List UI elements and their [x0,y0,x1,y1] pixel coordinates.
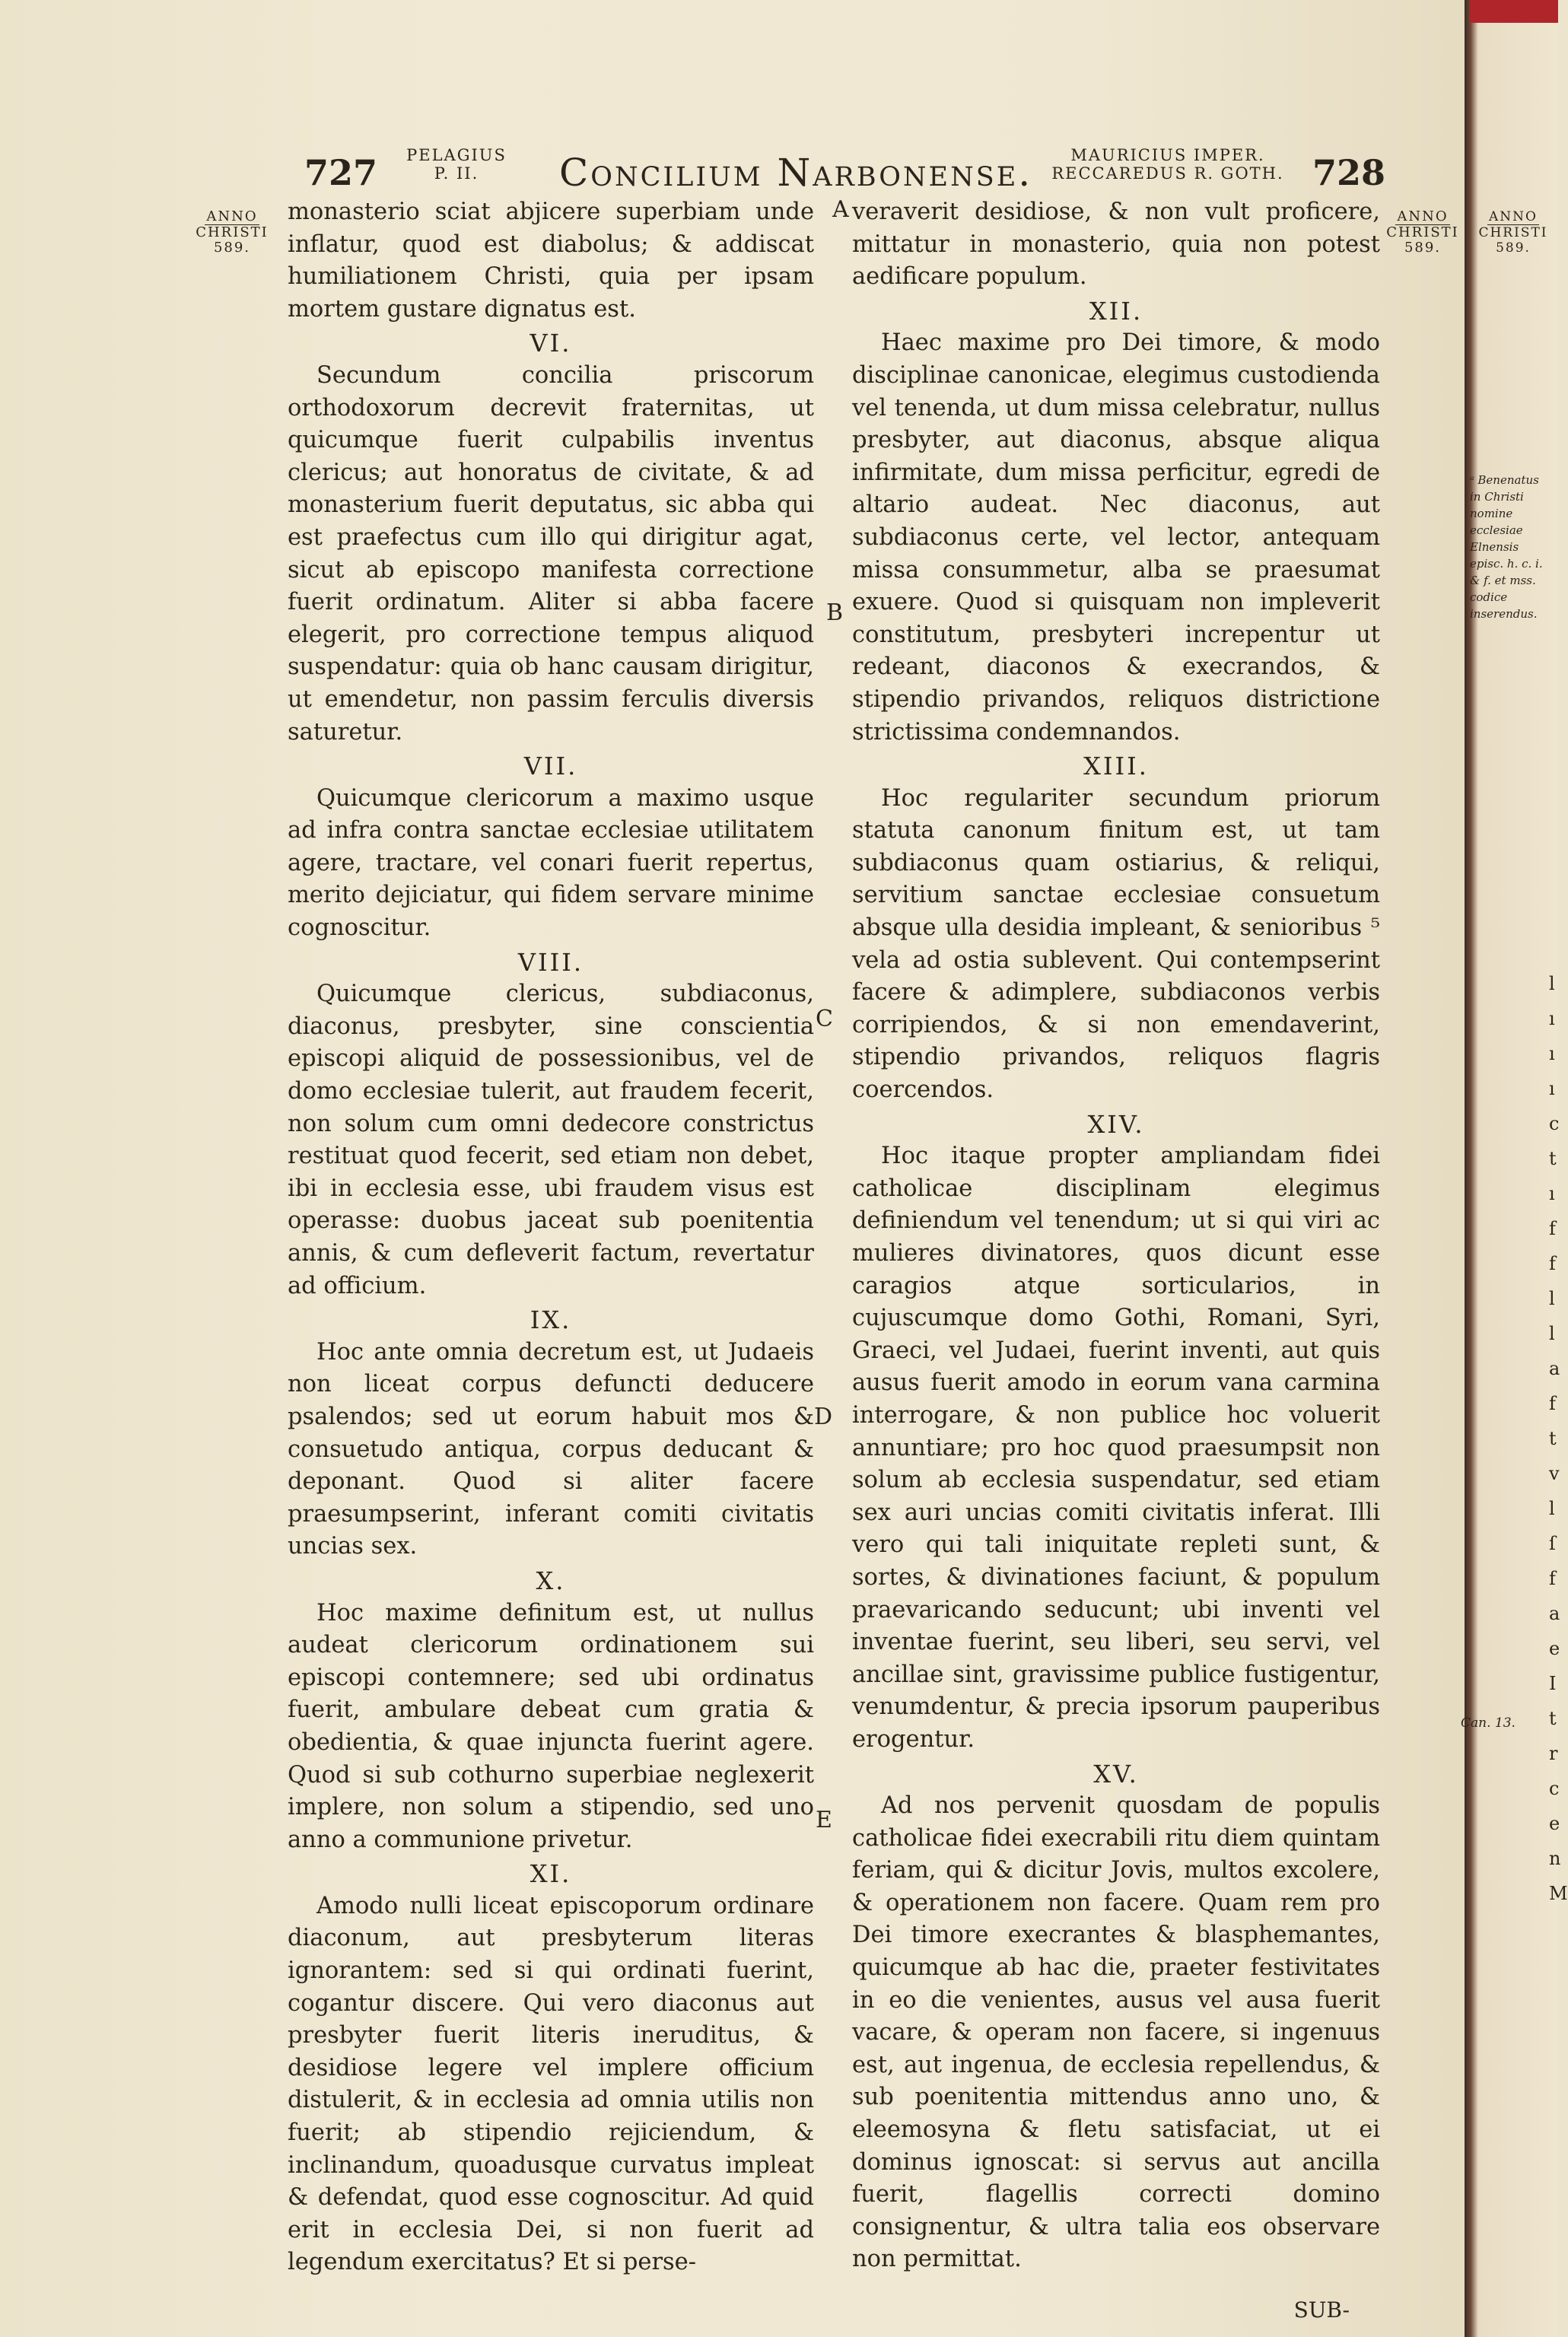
margin-letter-d: D [814,1404,833,1430]
catchword: SUB- [1293,2297,1350,2323]
paragraph-cont: veraverit desidiose, & non vult proficere, mittatur in monasterio, quia non potest aedificare populum. [852,199,1380,291]
margin-letter-b: B [826,599,844,626]
margin-letter-e: E [816,1807,832,1833]
canon-text: Quicumque clericorum a maximo usque ad infra contra sanctae ecclesiae utilitatem agere, tractare, vel conari fuerit repertus, merito dejiciatur, qui fidem servare minime cognoscitur. [288,784,814,942]
canon-number: XI. [530,1859,572,1889]
canon-number: IX. [530,1305,572,1335]
canon-text: Hoc itaque propter ampliandam fidei catholicae disciplinam elegimus definiendum vel tenendum; ut si qui viri ac mulieres divinatores, quos dicunt esse caragios atque sorticularios, in cujuscumque domo Gothi, Romani, Syri, Graeci, vel Judaei, fuerint inventi, aut quis ausus fuerit amodo in eorum vana carmina interrogare, & non publice hoc voluerit annuntiare; pro hoc quod praesumpsit non solum ab ecclesia suspendatur, sed etiam sex auri uncias comiti civitatis inferat. Illi vero qui tali iniquitate repleti sunt, & sortes, & divinationes faciunt, & populum praevaricando seducunt; ubi inventi vel inventae fuerint, seu liberi, seu servi, vel ancillae sint, gravissime publice fustigentur, venumdentur, & precia ipsorum pauperibus erogentur. [852,1143,1380,1753]
canon-number: VIII. [517,947,584,977]
header-rulers: MAURICIUS IMPER. RECCAREDUS R. GOTH. [1051,146,1284,183]
canon-number: XIII. [1083,752,1149,781]
canon-text: Hoc maxime definitum est, ut nullus audeat clericorum ordinationem sui episcopi contemnere; sed ubi ordinatus fuerit, ambulare debeat cum gratia & obedientia, & quae injuncta fuerint agere. Quod si sub cothurno superbiae neglexerit implere, non solum a stipendio, sed uno anno a communione privetur. [288,1599,814,1853]
canon-number: VII. [523,752,578,781]
running-header [304,145,1385,198]
canon-number: XII. [1089,296,1143,326]
canon-text: Amodo nulli liceat episcoporum ordinare diaconum, aut presbyterum literas ignorantem: sed si qui ordinati fuerint, cogantur discere. Qui vero diaconus aut presbyter fuerit literis ineruditus, & desidiose legere vel implere officium distulerit, & in ecclesia ad omnia utilis non fuerit; ab stipendio rejiciendum, & inclinandum, quoadusque curvatus impleat & defendat, quod esse cognoscitur. Ad quid erit in ecclesia Dei, si non fuerit ad legendum exercitatus? Et si perse- [288,1892,814,2276]
red-ribbon [1470,0,1558,23]
next-page-text-fragments: l ı ı ı c t ı f f l l a f t v l ſ f a e I t r c e n M [1549,973,1568,1904]
paragraph-cont: monasterio sciat abjicere superbiam unde inflatur, quod est diabolus; & addiscat humiliationem Christi, quia per ipsam mortem gustare dignatus est. [288,199,814,323]
canon-number: XV. [1093,1759,1139,1789]
canon-number: XIV. [1087,1109,1145,1139]
anno-left: ANNO CHRISTI 589. [196,208,269,256]
margin-letter-a: A [832,196,849,223]
margin-letter-c: C [816,1006,833,1032]
left-column [288,196,814,2279]
canon-text: Secundum concilia priscorum orthodoxorum decrevit fraternitas, ut quicumque fuerit culpabilis inventus clericus; aut honoratus de civitate, & ad monasterium fuerit deputatus, sic abba qui est praefectus cum illo qui dirigitur agat, sicut ab episcopo manifesta correctione fuerit ordinatum. Aliter si abba facere elegerit, pro correctione tempus aliquod suspendatur: quia ob hanc causam dirigitur, ut emendetur, non passim ferculis diversis saturetur. [288,361,814,746]
canon-text: Hoc ante omnia decretum est, ut Judaeis non liceat corpus defuncti deducere psalendos; sed ut eorum habuit mos & consuetudo antiqua, corpus deducant & deponant. Quod si aliter facere praesumpserint, inferant comiti civitatis uncias sex. [288,1338,814,1560]
page-number-left: 727 [304,152,378,193]
canon-number: X. [536,1566,566,1595]
side-note: ᵃ Benenatus in Christi nomine ecclesiae Elnensis episc. h. c. i. & f. et mss. codice inserendus. [1470,473,1543,621]
canon-text: Hoc regulariter secundum priorum statuta canonum finitum est, ut tam subdiaconus quam ostiarius, & reliqui, servitium sanctae ecclesiae consuetum absque ulla desidia impleant, & senioribus ⁵ vela ad ostia sublevent. Qui contempserint facere & adimplere, subdiaconos verbis corripiendos, & si non emendaverint, stipendio privandos, reliquos flagris coercendos. [852,784,1380,1104]
header-pope: PELAGIUS P. II. [406,146,507,183]
canon-number: VI. [530,329,572,358]
canon-text: Ad nos pervenit quosdam de populis catholicae fidei execrabili ritu diem quintam feriam, qui & dicitur Jovis, multos excolere, & operationem non facere. Quam rem pro Dei timore execrantes & blasphemantes, quicumque ab hac die, praeter festivitates in eo die venientes, ausus vel ausa fuerit vacare, & operam non facere, si ingenuus est, aut ingenua, de ecclesia repellendus, & sub poenitentia mittendus anno uno, & eleemosyna & fletu satisfaciat, ut ei dominus ignoscat: si servus aut ancilla fuerit, flagellis correcti domino consignentur, & ultra talia eos observare non permittat. [852,1792,1380,2273]
page-title: Concilium Narbonense. [559,151,1033,195]
page-number-right: 728 [1312,152,1386,193]
canon-text: Haec maxime pro Dei timore, & modo disciplinae canonicae, elegimus custodienda vel tenenda, ut dum missa celebratur, nullus presbyter, aut diaconus, absque aliqua infirmitate, dum missa perficitur, egredi de altario audeat. Nec diaconus, aut subdiaconus certe, vel lector, antequam missa consummetur, alba se praesumat exuere. Quod si quisquam non impleverit constitutum, presbyteri increpentur ut redeant, diaconos & execrandos, & stipendio privandos, reliquos districtione strictissima condemnandos. [852,329,1380,746]
anno-edge: ANNO CHRISTI 589. [1478,209,1548,256]
anno-right: ANNO CHRISTI 589. [1386,208,1459,256]
canon-reference: Can. 13. [1461,1715,1516,1731]
right-column [852,196,1380,2327]
canon-text: Quicumque clericus, subdiaconus, diaconus, presbyter, sine conscientia episcopi aliquid de possessionibus, vel de domo ecclesiae tulerit, aut fraudem fecerit, non solum cum omni dedecore constrictus restituat quod fecerit, sed etiam non debet, ibi in ecclesia esse, ubi fraudem visus est operasse: duobus jaceat sub poenitentia annis, & cum defleverit factum, revertatur ad officium. [288,981,814,1299]
